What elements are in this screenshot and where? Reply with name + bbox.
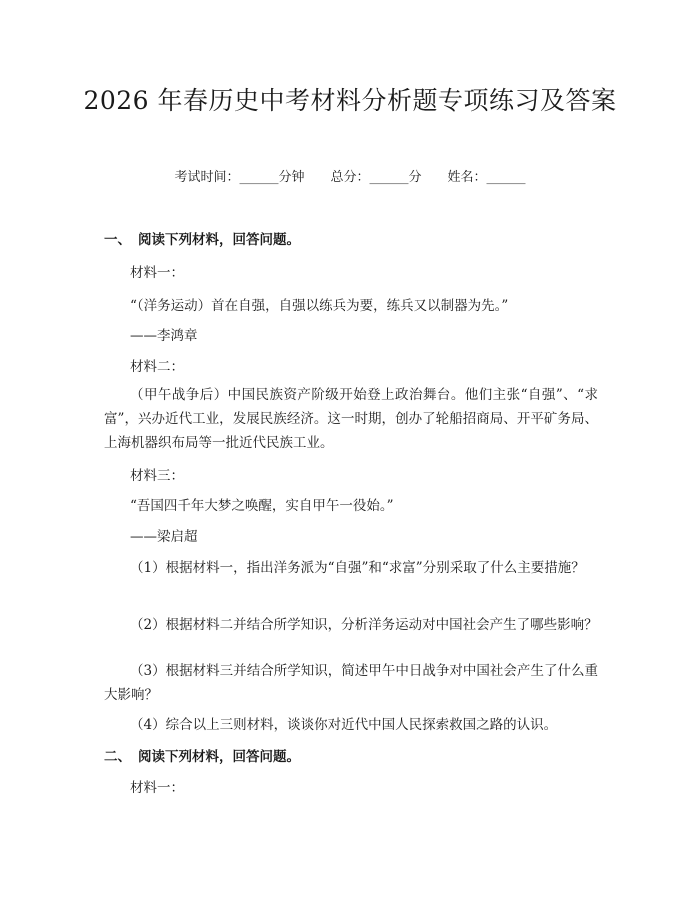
section-2-heading (104, 745, 300, 769)
exam-info (0, 168, 700, 188)
question-2: （2）根据材料二并结合所学知识，分析洋务运动对中国社会产生了哪些影响？ (130, 617, 598, 633)
section-1-number: 一、 (104, 232, 131, 248)
material-1-source: ——李鸿章 (130, 328, 198, 344)
section-2-title: 阅读下列材料，回答问题。 (138, 749, 300, 765)
material-3-text: “吾国四千年大梦之唤醒，实自甲午一役始。” (130, 498, 394, 514)
total-score-field: 总分：______分 (330, 170, 422, 185)
material-2-label: 材料二： (130, 359, 184, 375)
question-4: （4）综合以上三则材料，谈谈你对近代中国人民探索救国之路的认识。 (130, 717, 558, 733)
material-1-label: 材料一： (130, 265, 184, 281)
section-1-heading (104, 228, 300, 252)
material-3-source: ——梁启超 (130, 529, 198, 545)
material-3-label: 材料三： (130, 468, 184, 484)
student-name-field: 姓名：______ (447, 170, 526, 185)
section-2-material-1-label: 材料一： (130, 780, 184, 796)
material-2-text: （甲午战争后）中国民族资产阶级开始登上政治舞台。他们主张“自强”、“求富”，兴办近代工业，发展民族经济。这一时期，创办了轮船招商局、开平矿务局、上海机器织布局等一批近代民族工业。 (104, 387, 598, 451)
material-1-text: “（洋务运动）首在自强，自强以练兵为要，练兵又以制器为先。” (130, 298, 509, 314)
exam-time-field: 考试时间：______分钟 (174, 170, 305, 185)
question-3: （3）根据材料三并结合所学知识，简述甲午中日战争对中国社会产生了什么重大影响？ (104, 663, 598, 703)
section-1-title: 阅读下列材料，回答问题。 (138, 232, 300, 248)
section-2-number: 二、 (104, 749, 131, 765)
question-1: （1）根据材料一，指出洋务派为“自强”和“求富”分别采取了什么主要措施？ (130, 560, 585, 576)
document-title: 2026 年春历史中考材料分析题专项练习及答案 (83, 86, 617, 115)
